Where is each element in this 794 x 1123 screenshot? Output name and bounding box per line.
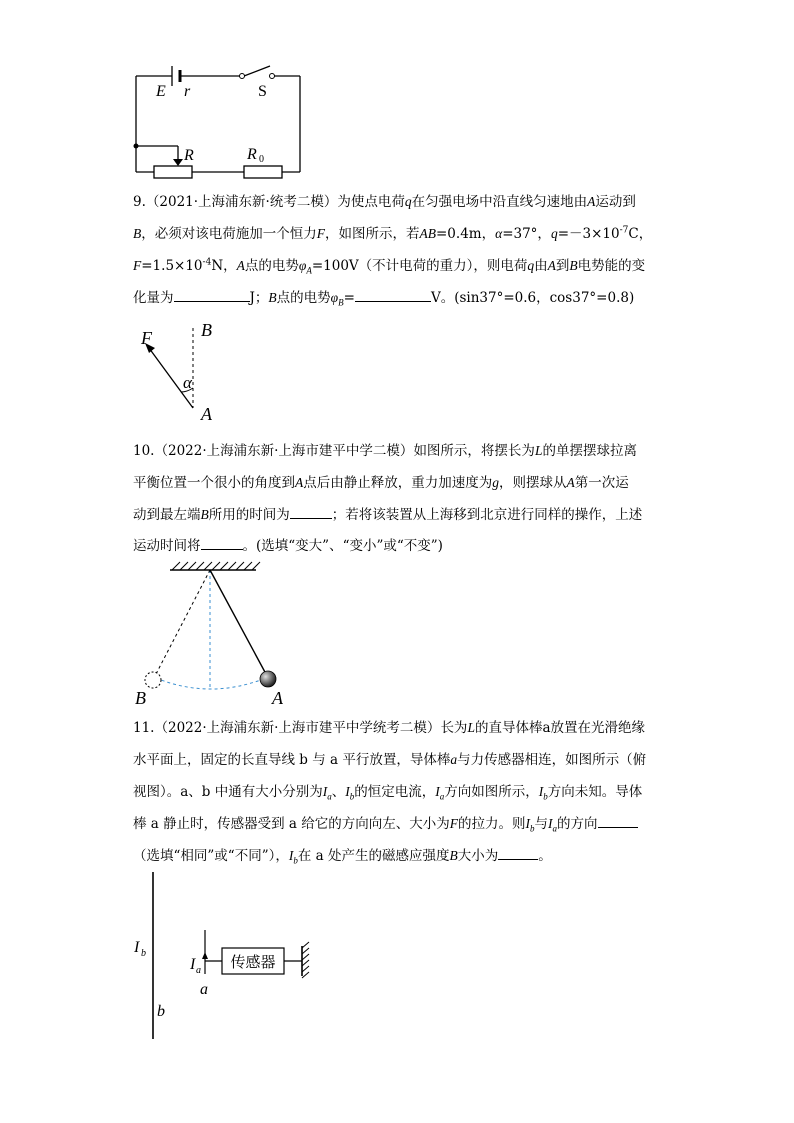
current-a-label: I	[190, 956, 196, 973]
force-label: F	[141, 328, 152, 348]
force-diagram	[135, 318, 225, 426]
question-number: 9.	[133, 194, 146, 210]
left-end-label: B	[135, 688, 146, 706]
point-b-label: B	[201, 320, 212, 340]
wire-sensor-diagram	[130, 868, 330, 1043]
switch-label: S	[258, 83, 267, 100]
current-a-subscript: a	[196, 965, 201, 976]
current-b-label: I	[134, 939, 140, 956]
sensor-label: 传感器	[230, 955, 276, 971]
question-11: 11.（2022·上海浦东新·上海市建平中学统考二模）长为L的直导体棒a放置在光滑绝缘 水平面上，固定的长直导线 b 与 a 平行放置，导体棒a与力传感器相连，如图所示（俯 视图）。a、b 中通有大小分别为$I_a$、$I_b$的恒定电流，$I_a$方向如图所示，$I_b$方向未知。导体 棒 a 静止时，传感器受到 a 给它的方向向左、大小为F的拉力。则$I_b$与$I_a$的方向 （选填“相同”或“不同”），$I_b$在 a 处产生的磁感应强度B大小为 。	[133, 720, 647, 866]
answer-blank-direction[interactable]	[598, 815, 638, 828]
answer-blank-field[interactable]	[498, 847, 538, 860]
point-a-label: A	[201, 404, 212, 424]
answer-blank-potential-b[interactable]	[355, 289, 431, 302]
answer-blank-change[interactable]	[201, 537, 243, 550]
fixed-resistor-subscript: 0	[259, 154, 264, 165]
fixed-resistor-label: R	[247, 146, 257, 163]
question-number: 10.	[133, 443, 155, 459]
rod-a-label: a	[200, 981, 208, 998]
release-point-label: A	[272, 688, 283, 706]
pendulum-diagram	[130, 558, 290, 706]
internal-resistance-label: r	[184, 83, 191, 100]
answer-blank-energy-change[interactable]	[174, 289, 250, 302]
answer-blank-time[interactable]	[290, 506, 332, 519]
wire-b-label: b	[157, 1003, 165, 1020]
angle-label: α	[183, 373, 192, 392]
current-b-subscript: b	[141, 948, 146, 959]
circuit-diagram	[128, 62, 308, 182]
question-number: 11.	[133, 720, 155, 736]
question-9: 9.（2021·上海浦东新·统考二模）为使点电荷q在匀强电场中沿直线匀速地由A运动到 B，必须对该电荷施加一个恒力F，如图所示，若AB=0.4m，α=37°，$q=-3\times 10^{-7}C$， $F=1.5\times 10^{-4}N$，A点的电势$\varphi_A=100V$（不计电荷的重力），则电荷q由A到B电势能的变 化量为 J；B点的电势$\varphi_B= V$。(sin37°=0.6，cos37°=0.8)	[133, 194, 653, 308]
question-10: 10.（2022·上海浦东新·上海市建平中学二模）如图所示，将摆长为L的单摆摆球拉离 平衡位置一个很小的角度到A点后由静止释放，重力加速度为g，则摆球从A第一次运 动到最左端B所用的时间为 ；若将该装置从上海移到北京进行同样的操作，上述 运动时间将 。(选填“变大”、“变小”或“不变”)	[133, 443, 643, 554]
rheostat-label: R	[184, 147, 194, 164]
emf-label: E	[156, 83, 166, 100]
